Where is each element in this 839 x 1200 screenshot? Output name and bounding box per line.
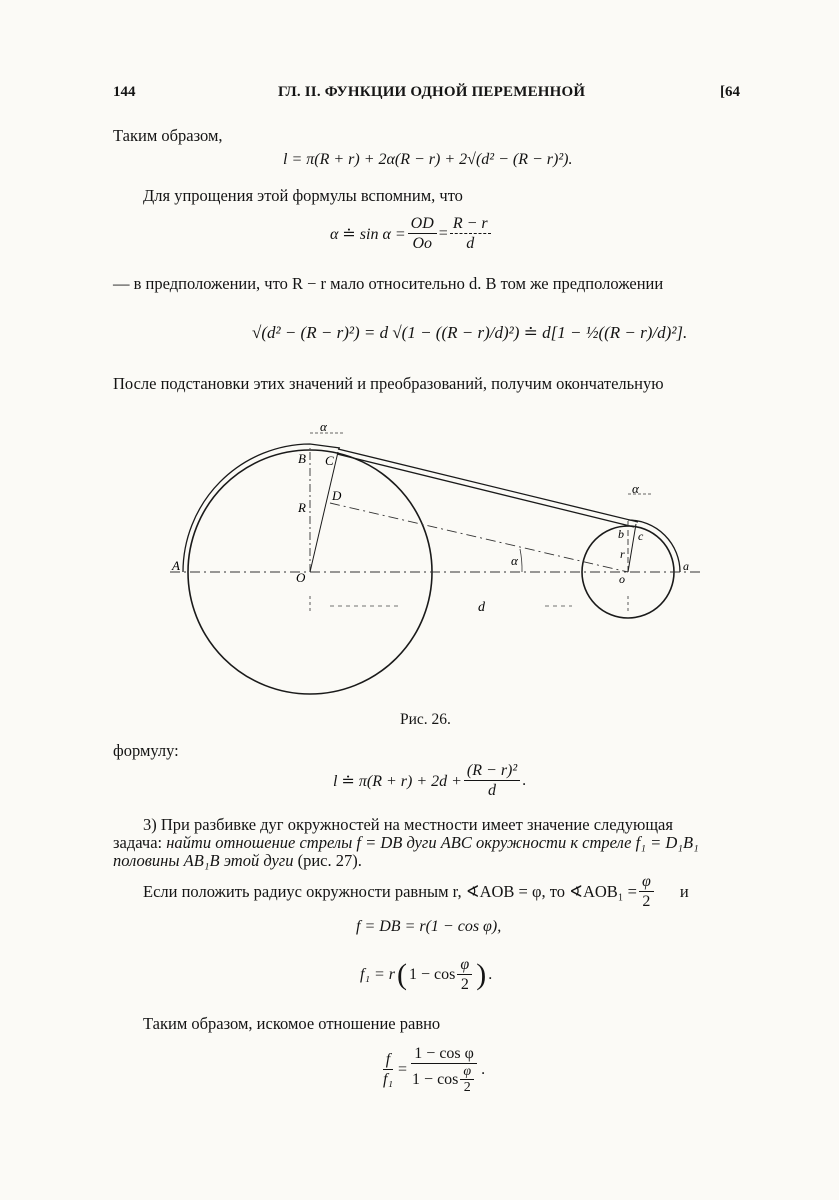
label-alpha-mid: α: [511, 553, 518, 568]
paragraph-6-problem: найти отношение стрелы f = DB дуги ABC окружности к стреле f₁ = D₁B₁: [166, 833, 699, 852]
paragraph-7-text: Если положить радиус окружности равным r, ∢AOB = φ, то ∢AOB₁ =: [143, 881, 637, 901]
paragraph-2: Для упрощения этой формулы вспомним, что: [143, 186, 463, 205]
label-c: c: [638, 529, 644, 543]
fraction-numerator: φ: [639, 872, 654, 892]
fraction-numerator: OD: [408, 214, 437, 234]
label-a: a: [683, 559, 689, 573]
paragraph-6-ref: (рис. 27).: [293, 851, 362, 870]
fraction-numerator: f: [383, 1050, 393, 1070]
equation-6-lhs: f₁ = r: [360, 965, 396, 983]
equation-6-inner: 1 − cos: [409, 965, 456, 983]
paragraph-3: — в предположении, что R − r мало относительно d. В том же предположении: [113, 274, 664, 293]
label-A: A: [172, 558, 180, 573]
radius-oc: [628, 524, 636, 572]
paragraph-4: После подстановки этих значений и преобразований, получим окончательную: [113, 374, 664, 393]
fraction-numerator: R − r: [450, 214, 491, 234]
figure-26: [160, 418, 720, 708]
equation-1: l = π(R + r) + 2α(R − r) + 2√(d² − (R − r)²).: [283, 151, 573, 168]
belt-line-outer: [338, 449, 638, 522]
equation-2-fraction-2: [450, 214, 491, 253]
figure-caption: Рис. 26.: [400, 711, 451, 728]
paragraph-6-lead: задача:: [113, 833, 167, 852]
label-C: C: [325, 453, 334, 468]
paragraph-6-problem-end: половины AB₁B этой дуги: [113, 851, 294, 870]
paragraph-6-line-1: 3) При разбивке дуг окружностей на местности имеет значение следующая: [143, 815, 673, 834]
paragraph-7-and: и: [679, 881, 689, 901]
fraction-denominator: d: [488, 782, 497, 799]
label-r: r: [620, 547, 625, 561]
fraction-numerator: 1 − cos φ: [411, 1044, 477, 1064]
fraction-numerator: φ: [460, 1064, 474, 1080]
equation-3: √(d² − (R − r)²) = d √(1 − ((R − r)/d)²) ≐ d[1 − ½((R − r)/d)²].: [252, 323, 688, 342]
label-o: o: [619, 572, 625, 586]
line-Do: [330, 503, 628, 572]
equation-7: $\frac{f}{\text{f₁}}$ = 1 − cos φ 1 − cos $\frac{\varphi}{2}$ .: [378, 1044, 485, 1095]
equation-6: f₁ = r ( 1 − cos $\frac{\varphi}{2}$ ) .: [360, 956, 493, 993]
denominator-fraction: [460, 1064, 474, 1095]
fraction-denominator: Oo: [412, 235, 432, 252]
section-number: [64: [720, 84, 740, 100]
chapter-title: ГЛ. II. ФУНКЦИИ ОДНОЙ ПЕРЕМЕННОЙ: [278, 84, 586, 100]
fraction-denominator: d: [466, 235, 475, 252]
equation-7-left-fraction: [380, 1050, 396, 1089]
paragraph-7: [143, 872, 689, 911]
paragraph-7-fraction: [639, 872, 654, 911]
fraction-numerator: φ: [457, 955, 472, 975]
fraction-numerator: (R − r)²: [464, 761, 520, 781]
alpha-angle-arc: [520, 549, 522, 572]
label-alpha-small: α: [632, 481, 639, 496]
equation-5: f = DB = r(1 − cos φ),: [356, 918, 502, 935]
label-D: D: [332, 488, 342, 503]
equation-7-right-fraction: [409, 1044, 479, 1095]
label-d: d: [478, 600, 485, 615]
label-alpha-top: α: [320, 419, 327, 434]
denominator-text: 1 − cos: [412, 1071, 459, 1088]
paragraph-6-line-2: [113, 833, 699, 853]
label-b: b: [618, 527, 624, 541]
paragraph-1: Таким образом,: [113, 126, 223, 145]
paragraph-8: Таким образом, искомое отношение равно: [143, 1014, 441, 1033]
fraction-denominator: f₁: [383, 1071, 394, 1088]
label-R: R: [298, 500, 306, 515]
equation-4-lhs: l ≐ π(R + r) + 2d +: [333, 772, 462, 790]
fraction-denominator: 2: [642, 893, 651, 910]
belt-line-inner: [337, 454, 634, 527]
page-number: 144: [113, 84, 136, 100]
fraction-denominator: 2: [463, 1080, 471, 1095]
equation-2-lhs: α ≐ sin α =: [330, 225, 406, 243]
label-B: B: [298, 451, 306, 466]
equation-2-fraction-1: [408, 214, 437, 253]
fraction-denominator: 2: [460, 976, 469, 993]
paragraph-6-line-3: [113, 851, 362, 871]
equation-4-fraction: [464, 761, 520, 800]
paragraph-5: формулу:: [113, 741, 179, 760]
equation-4: l ≐ π(R + r) + 2d + $\frac{\text{(R − r)²}}{d}$ .: [333, 762, 527, 799]
fraction-denominator: [409, 1064, 479, 1095]
label-O: O: [296, 570, 306, 585]
equation-6-fraction: [457, 955, 472, 994]
radius-OC: [310, 452, 338, 572]
equation-2: α ≐ sin α = $\frac{OD}{Oo}$ = $\frac{R - r}{d}$: [330, 214, 493, 253]
